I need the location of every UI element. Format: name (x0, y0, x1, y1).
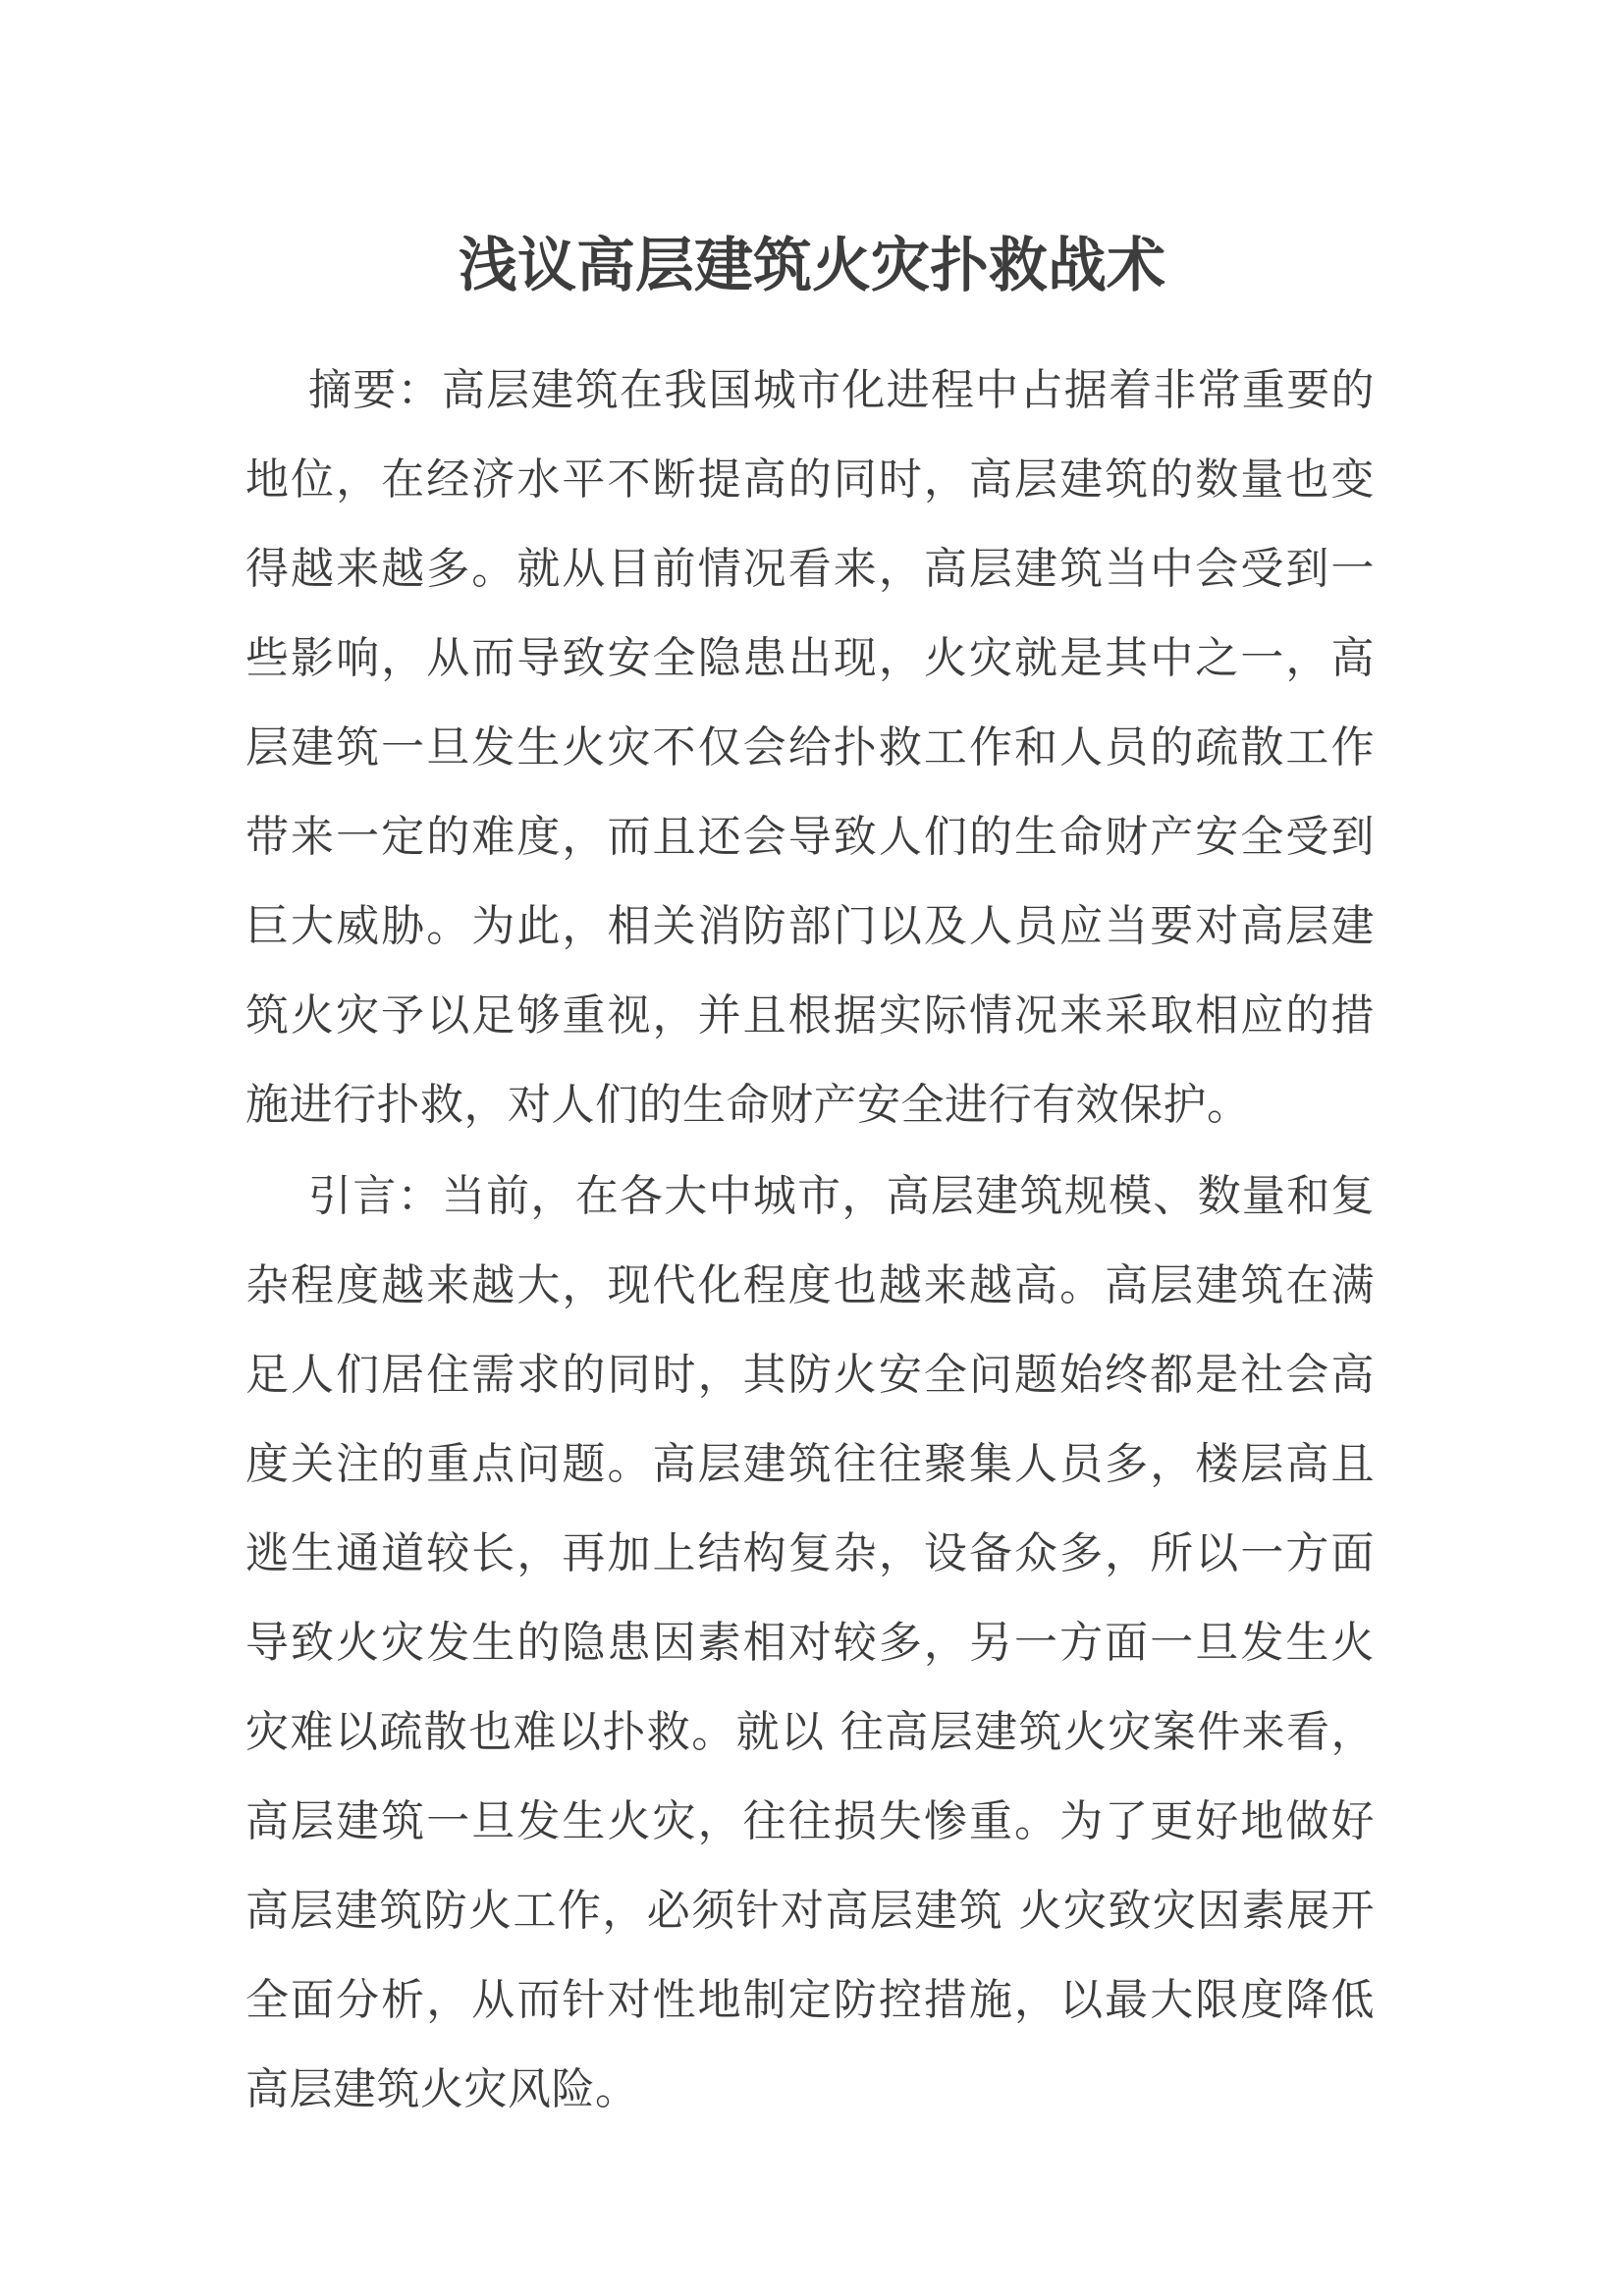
document-title: 浅议高层建筑火灾扑救战术 (459, 232, 1165, 300)
abstract-paragraph: 摘要：高层建筑在我国城市化进程中占据着非常重要的地位，在经济水平不断提高的同时，高层建筑的数量也变得越来越多。就从目前情况看来，高层建筑当中会受到一些影响，从而导致安全隐患出现，火灾就是其中之一，高层建筑一旦发生火灾不仅会给扑救工作和人员的疏散工作带来一定的难度，而且还会导致人们的生命财产安全受到巨大威胁。为此，相关消防部门以及人员应当要对高层建筑火灾予以足够重视，并且根据实际情况来采取相应的措施进行扑救，对人们的生命财产安全进行有效保护。 (245, 365, 1375, 1130)
introduction-paragraph: 引言：当前，在各大中城市，高层建筑规模、数量和复杂程度越来越大，现代化程度也越来越高。高层建筑在满足人们居住需求的同时，其防火安全问题始终都是社会高度关注的重点问题。高层建筑往往聚集人员多，楼层高且逃生通道较长，再加上结构复杂，设备众多，所以一方面导致火灾发生的隐患因素相对较多，另一方面一旦发生火灾难以疏散也难以扑救。就以 往高层建筑火灾案件来看，高层建筑一旦发生火灾，往往损失惨重。为了更好地做好高层建筑防火工作，必须针对高层建筑 火灾致灾因素展开全面分析，从而针对性地制定防控措施，以最大限度降低高层建筑火灾风险。 (245, 1171, 1375, 2114)
